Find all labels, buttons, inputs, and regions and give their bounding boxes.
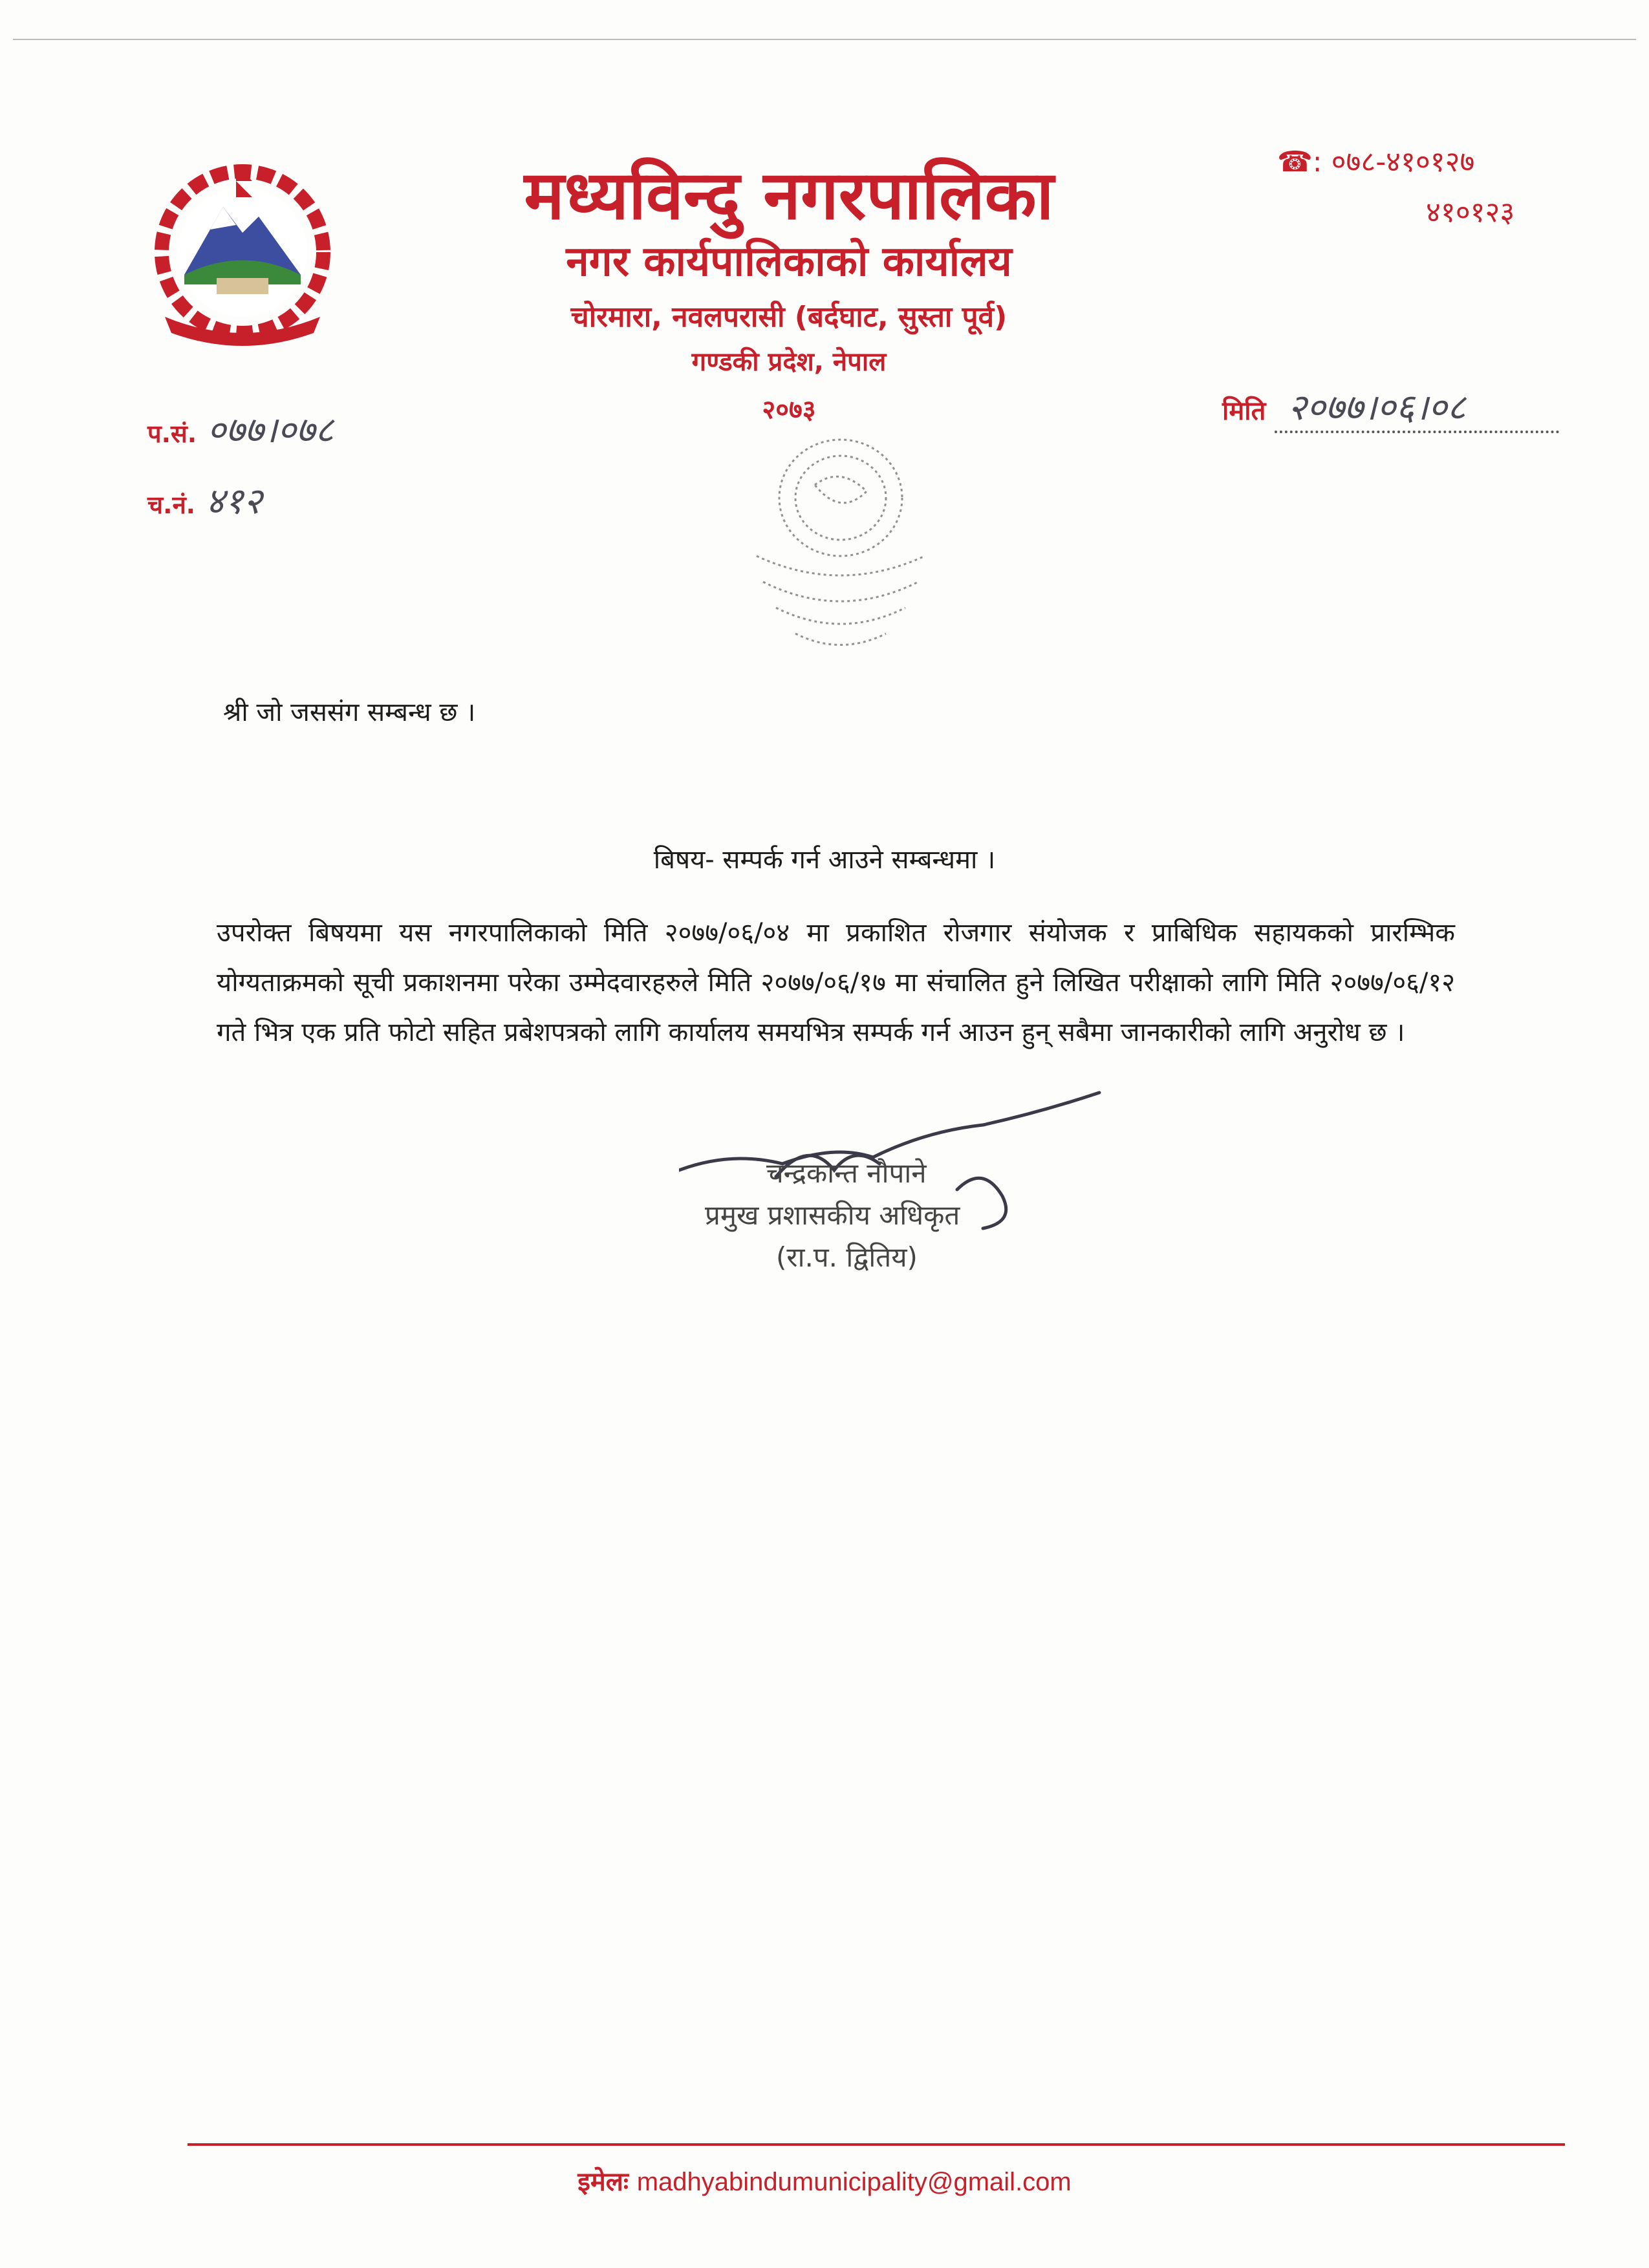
phone-number-1: ☎: ०७८-४१०१२७ bbox=[1277, 145, 1475, 178]
email-label: इमेलः bbox=[577, 2167, 629, 2197]
email-address: madhyabindumunicipality@gmail.com bbox=[636, 2168, 1072, 2196]
municipality-title: मध्यविन्दु नगरपालिका bbox=[524, 156, 1054, 235]
date-row bbox=[1222, 381, 1559, 433]
office-subtitle: नगर कार्यपालिकाको कार्यालय bbox=[566, 238, 1012, 286]
signatory-title: प्रमुख प्रशासकीय अधिकृत bbox=[705, 1199, 960, 1231]
dispatch-value: ४१२ bbox=[206, 480, 263, 522]
scan-edge-line bbox=[13, 39, 1636, 40]
reference-label: प.सं. bbox=[147, 420, 197, 448]
reference-number-row bbox=[147, 404, 334, 453]
subject-line: बिषय- सम्पर्क गर्न आउने सम्बन्धमा । bbox=[653, 845, 996, 875]
office-address: चोरमारा, नवलपरासी (बर्दघाट, सुस्ता पूर्व) bbox=[570, 301, 1008, 334]
office-seal-stamp bbox=[718, 427, 964, 685]
footer-divider bbox=[188, 2143, 1565, 2146]
dispatch-label: च.नं. bbox=[147, 491, 196, 519]
signatory-name: चन्द्रकान्त नौपाने bbox=[766, 1157, 927, 1189]
phone-number-2: ४१०१२३ bbox=[1426, 196, 1515, 229]
date-label: मिति bbox=[1222, 396, 1266, 426]
footer-email bbox=[0, 2163, 1649, 2198]
dispatch-number-row bbox=[147, 475, 262, 524]
office-province: गण्डकी प्रदेश, नेपाल bbox=[691, 347, 887, 377]
date-value: २०७७।०६।०८ bbox=[1275, 381, 1559, 433]
signatory-class: (रा.प. द्वितिय) bbox=[776, 1241, 918, 1273]
nepal-emblem-icon bbox=[139, 155, 346, 349]
recipient-line: श्री जो जससंग सम्बन्ध छ । bbox=[223, 698, 476, 727]
reference-value: ०७७।०७८ bbox=[207, 409, 334, 451]
established-year: २०७३ bbox=[762, 395, 816, 425]
letter-body: उपरोक्त बिषयमा यस नगरपालिकाको मिति २०७७/०६/०४ मा प्रकाशित रोजगार संयोजक र प्राबिधिक सहायकको प्रारम्भिक योग्यताक्रमको सूची प्रकाशनमा परेका उम्मेदवारहरुले मिति २०७७/०६/१७ मा संचालित हुने लिखित परीक्षाको लागि मिति २०७७/०६/१२ गते भित्र एक प्रति फोटो सहित प्रबेशपत्रको लागि कार्यालय समयभित्र सम्पर्क गर्न आउन हुन् सबैमा जानकारीको लागि अनुरोध छ । bbox=[217, 918, 1455, 1047]
